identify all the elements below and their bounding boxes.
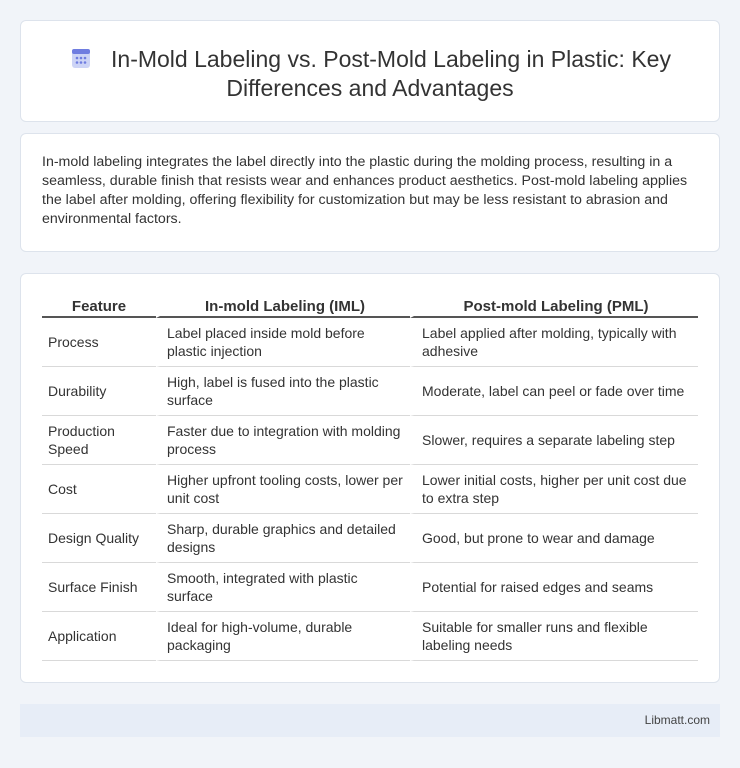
page-title-text: In-Mold Labeling vs. Post-Mold Labeling in Plastic: Key Differences and Advantages bbox=[111, 46, 671, 101]
iml-cell: Smooth, integrated with plastic surface bbox=[156, 563, 410, 612]
comparison-table bbox=[42, 294, 698, 661]
table-row bbox=[42, 514, 698, 563]
pml-cell: Potential for raised edges and seams bbox=[410, 563, 698, 612]
footer-bar bbox=[20, 704, 720, 737]
pml-cell: Slower, requires a separate labeling step bbox=[410, 416, 698, 465]
iml-cell: Higher upfront tooling costs, lower per unit cost bbox=[156, 465, 410, 514]
intro-card bbox=[20, 133, 720, 252]
page-title bbox=[21, 45, 719, 103]
comparison-card bbox=[20, 273, 720, 683]
feature-cell: Durability bbox=[42, 367, 156, 416]
pml-cell: Moderate, label can peel or fade over time bbox=[410, 367, 698, 416]
title-card bbox=[20, 20, 720, 122]
iml-cell: Label placed inside mold before plastic injection bbox=[156, 318, 410, 367]
table-row bbox=[42, 367, 698, 416]
calendar-icon bbox=[69, 46, 93, 70]
table-row bbox=[42, 612, 698, 661]
iml-cell: Sharp, durable graphics and detailed designs bbox=[156, 514, 410, 563]
feature-cell: Surface Finish bbox=[42, 563, 156, 612]
iml-cell: Faster due to integration with molding process bbox=[156, 416, 410, 465]
feature-cell: Cost bbox=[42, 465, 156, 514]
feature-cell: Design Quality bbox=[42, 514, 156, 563]
table-row bbox=[42, 416, 698, 465]
table-row bbox=[42, 465, 698, 514]
iml-cell: High, label is fused into the plastic surface bbox=[156, 367, 410, 416]
header-feature: Feature bbox=[42, 294, 156, 318]
feature-cell: Process bbox=[42, 318, 156, 367]
header-iml: In-mold Labeling (IML) bbox=[156, 294, 410, 318]
table-row bbox=[42, 318, 698, 367]
iml-cell: Ideal for high-volume, durable packaging bbox=[156, 612, 410, 661]
pml-cell: Lower initial costs, higher per unit cost due to extra step bbox=[410, 465, 698, 514]
pml-cell: Suitable for smaller runs and flexible labeling needs bbox=[410, 612, 698, 661]
intro-paragraph: In-mold labeling integrates the label directly into the plastic during the molding process, resulting in a seamless, durable finish that resists wear and enhances product aesthetics. Post-mold labeling applies the label after molding, offering flexibility for customization but may be less resistant to abrasion and environmental factors. bbox=[42, 154, 688, 227]
feature-cell: Production Speed bbox=[42, 416, 156, 465]
pml-cell: Good, but prone to wear and damage bbox=[410, 514, 698, 563]
header-pml: Post-mold Labeling (PML) bbox=[410, 294, 698, 318]
footer-site-label: Libmatt.com bbox=[644, 713, 710, 727]
table-header-row bbox=[42, 294, 698, 318]
pml-cell: Label applied after molding, typically with adhesive bbox=[410, 318, 698, 367]
table-row bbox=[42, 563, 698, 612]
feature-cell: Application bbox=[42, 612, 156, 661]
